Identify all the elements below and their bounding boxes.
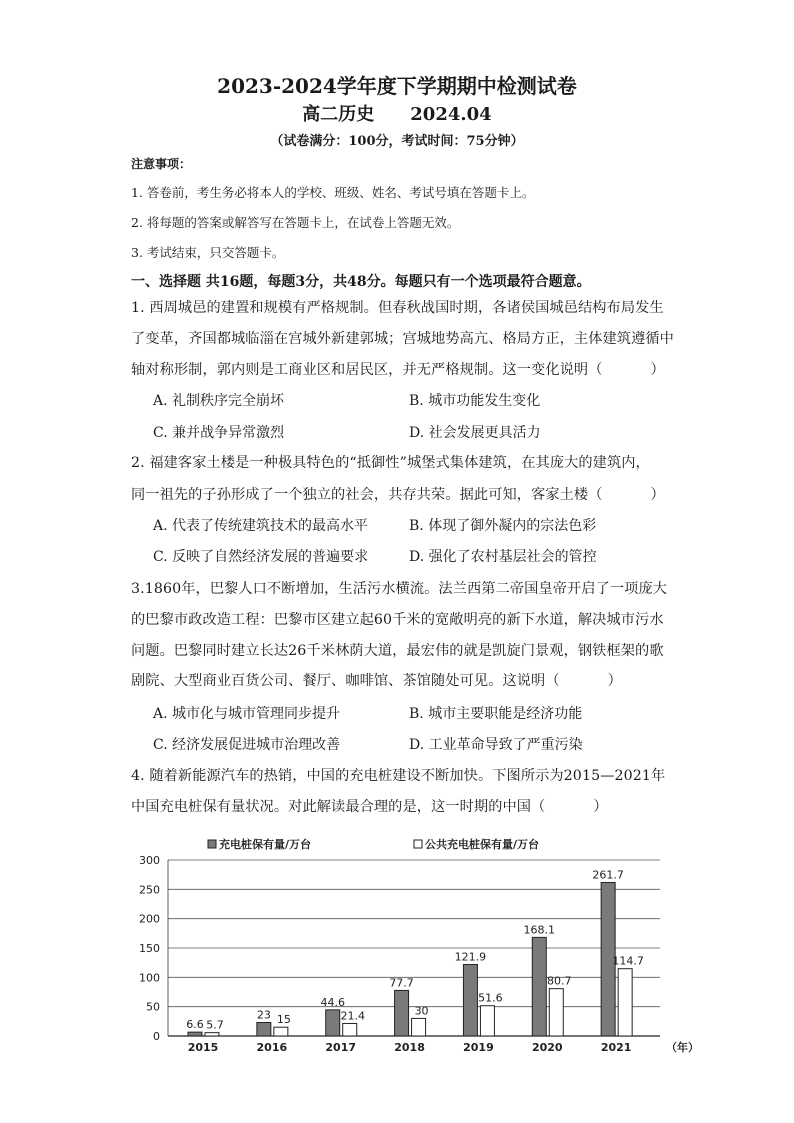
x-tick-label: 2020 (531, 1041, 563, 1054)
bar-public (274, 1027, 288, 1036)
bar-total (326, 1010, 340, 1036)
data-label-public: 114.7 (612, 954, 644, 968)
data-label-public: 5.7 (206, 1018, 224, 1032)
exam-subtitle (0, 100, 794, 126)
question-3-text: 问题。巴黎同时建立长达26千米林荫大道，最宏伟的就是凯旋门景观，钢铁框架的歌 (131, 643, 664, 659)
question-1-text: 了变革，齐国都城临淄在宫城外新建郭城；宫城地势高亢、格局方正，主体建筑遵循中 (131, 331, 674, 347)
data-label-total: 168.1 (523, 923, 556, 937)
data-label-public: 21.4 (340, 1009, 365, 1023)
bar-public (480, 1006, 494, 1036)
question-2-text: 同一祖先的子孙形成了一个独立的社会，共存共荣。据此可知，客家土楼（ ） (131, 487, 665, 503)
data-label-total: 121.9 (454, 950, 487, 964)
y-tick-label: 50 (146, 1000, 160, 1014)
data-label-public: 15 (276, 1013, 291, 1027)
question-1-text: 1. 西周城邑的建置和规模有严格规制。但春秋战国时期，各诸侯国城邑结构布局发生 (131, 300, 664, 316)
bar-public (412, 1018, 426, 1036)
bar-public (343, 1023, 357, 1036)
exam-date: 2024.04 (410, 104, 492, 125)
data-label-total: 44.6 (320, 995, 345, 1009)
question-4-text: 中国充电桩保有量状况。对此解读最合理的是，这一时期的中国（ ） (131, 799, 608, 815)
question-1-option-b: B. 城市功能发生变化 (409, 393, 541, 409)
y-tick-label: 150 (139, 942, 160, 955)
question-3-option-a: A. 城市化与城市管理同步提升 (153, 706, 341, 722)
bar-public (549, 989, 563, 1036)
x-tick-label: 2017 (325, 1041, 357, 1054)
question-2-option-c: C. 反映了自然经济发展的普遍要求 (153, 549, 369, 565)
notice-item: 1. 答卷前，考生务必将本人的学校、班级、姓名、考试号填在答题卡上。 (131, 185, 535, 200)
x-tick-label: 2015 (187, 1041, 219, 1054)
question-2-option-a: A. 代表了传统建筑技术的最高水平 (153, 518, 369, 534)
question-2-text: 2. 福建客家土楼是一种极具特色的“抵御性”城堡式集体建筑，在其庞大的建筑内， (131, 455, 650, 471)
x-tick-label: 2021 (600, 1041, 632, 1054)
question-3-text: 的巴黎市政改造工程：巴黎市区建立起60千米的宽敞明亮的新下水道，解决城市污水 (131, 612, 664, 628)
charging-pile-bar-chart (130, 828, 700, 1058)
question-3-option-b: B. 城市主要职能是经济功能 (409, 706, 583, 722)
y-tick-label: 0 (153, 1030, 160, 1043)
question-3-option-c: C. 经济发展促进城市治理改善 (153, 737, 341, 753)
x-tick-label: 2016 (256, 1041, 288, 1054)
data-label-total: 261.7 (592, 868, 624, 882)
bar-public (618, 969, 632, 1036)
y-tick-label: 200 (139, 912, 160, 926)
data-label-public: 51.6 (478, 991, 503, 1005)
x-tick-label: 2019 (463, 1041, 494, 1054)
question-3-text: 3.1860年，巴黎人口不断增加，生活污水横流。法兰西第二帝国皇帝开启了一项庞大 (131, 581, 668, 597)
y-tick-label: 250 (139, 883, 160, 897)
notice-item: 2. 将每题的答案或解答写在答题卡上，在试卷上答题无效。 (131, 215, 460, 230)
question-1-text: 轴对称形制，郭内则是工商业区和居民区，并无严格规制。这一变化说明（ ） (131, 362, 665, 378)
question-1-option-d: D. 社会发展更具活力 (409, 425, 541, 441)
bar-public (205, 1033, 219, 1036)
bar-total (395, 990, 409, 1036)
y-tick-label: 100 (139, 971, 160, 985)
subject-label: 高二历史 (302, 104, 375, 125)
question-3-text: 剧院、大型商业百货公司、餐厅、咖啡馆、茶馆随处可见。这说明（ ） (131, 673, 622, 689)
x-axis-unit: （年） (666, 1041, 699, 1054)
question-4-text: 4. 随着新能源汽车的热销，中国的充电桩建设不断加快。下图所示为2015—2021年 (131, 768, 666, 784)
bar-total (257, 1023, 271, 1036)
exam-meta: （试卷满分：100分，考试时间：75分钟） (270, 134, 524, 149)
question-1-option-c: C. 兼并战争异常激烈 (153, 425, 285, 441)
legend-label-public: 公共充电桩保有量/万台 (425, 838, 540, 851)
question-3-option-d: D. 工业革命导致了严重污染 (409, 737, 583, 753)
question-2-option-b: B. 体现了御外凝内的宗法色彩 (409, 518, 597, 534)
data-label-total: 23 (256, 1008, 271, 1022)
data-label-public: 80.7 (547, 974, 572, 988)
notice-heading: 注意事项： (131, 157, 192, 171)
question-2-option-d: D. 强化了农村基层社会的管控 (409, 549, 597, 565)
data-label-total: 77.7 (389, 976, 414, 990)
section-heading: 一、选择题 共16题，每题3分，共48分。每题只有一个选项最符合题意。 (131, 274, 591, 290)
data-label-total: 6.6 (186, 1018, 204, 1032)
legend-swatch-total (208, 840, 216, 848)
bar-total (188, 1032, 202, 1036)
bar-total (463, 964, 477, 1036)
y-tick-label: 300 (139, 854, 160, 867)
legend-label-total: 充电桩保有量/万台 (219, 838, 312, 851)
exam-title: 2023-2024学年度下学期期中检测试卷 (217, 74, 577, 98)
x-tick-label: 2018 (394, 1041, 425, 1054)
data-label-public: 30 (414, 1004, 429, 1018)
bar-total (532, 937, 546, 1036)
question-1-option-a: A. 礼制秩序完全崩坏 (153, 393, 285, 409)
notice-item: 3. 考试结束，只交答题卡。 (131, 245, 285, 260)
legend-swatch-public (414, 840, 422, 848)
